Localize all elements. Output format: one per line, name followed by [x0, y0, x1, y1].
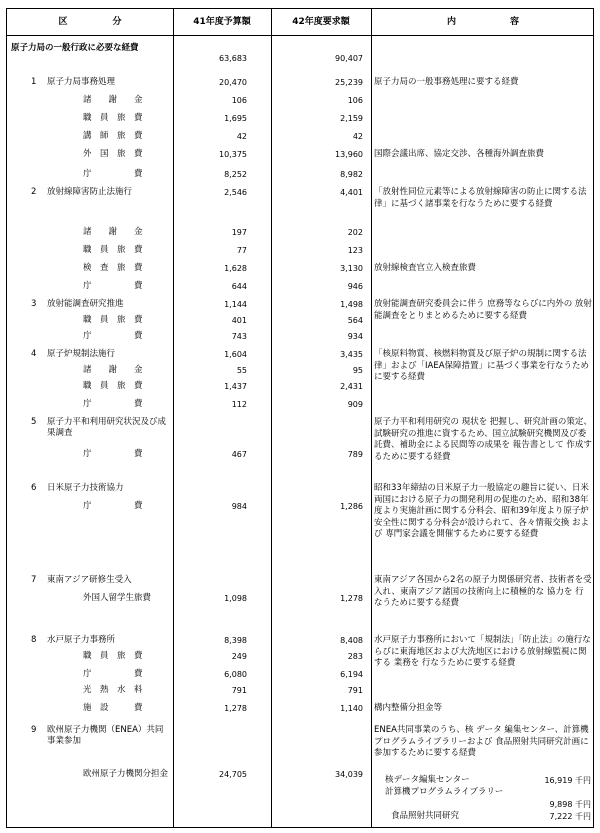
content-description: 原子力平和利用研究の 現状を 把握し、研究計画の策定、試験研究の推進に資するため、国立試験研究機関及び委託費、補助金による民間等の成果を 報告書として 作成するために要する経費	[374, 417, 592, 462]
budget-41-value: 1,098	[224, 594, 247, 603]
category-label: 原子力局事務処理	[47, 77, 116, 87]
contribution-name: 計算機プログラムライブラリー	[385, 787, 504, 797]
header-category: 区 分	[58, 17, 122, 27]
budget-table	[6, 8, 594, 828]
request-42-value: 90,407	[335, 54, 363, 63]
request-42-value: 34,039	[335, 770, 363, 779]
request-42-value: 1,286	[340, 502, 363, 511]
request-42-value: 946	[347, 282, 363, 291]
budget-41-value: 1,278	[224, 704, 247, 713]
row-number: 8	[31, 635, 37, 645]
budget-41-value: 6,080	[224, 670, 247, 679]
content-description: 放射能調査研究委員会に伴う 庶務等ならびに内外の 放射能調査をとりまとめるために要する経費	[374, 299, 592, 321]
request-42-value: 1,498	[340, 300, 363, 309]
expense-item-label: 講 師 旅 費	[83, 131, 143, 141]
request-42-value: 934	[347, 332, 363, 341]
expense-item-label: 庁 費	[83, 501, 143, 511]
request-42-value: 564	[347, 316, 363, 325]
request-42-value: 42	[352, 132, 363, 141]
content-description: 放射線検査官立入検査旅費	[374, 263, 477, 273]
budget-41-value: 984	[231, 502, 247, 511]
expense-item-label: 庁 費	[83, 281, 143, 291]
row-number: 1	[31, 77, 37, 87]
expense-item-label: 光 熱 水 料	[83, 685, 143, 695]
request-42-value: 6,194	[340, 670, 363, 679]
category-label: 放射能調査研究推進	[47, 299, 124, 309]
budget-41-value: 1,628	[224, 264, 247, 273]
row-number: 7	[31, 575, 37, 585]
budget-41-value: 112	[231, 400, 247, 409]
expense-item-label: 施 設 費	[83, 703, 143, 713]
budget-41-value: 106	[231, 96, 247, 105]
request-42-value: 3,130	[340, 264, 363, 273]
contribution-name: 食品照射共同研究	[391, 811, 460, 821]
budget-41-value: 644	[231, 282, 247, 291]
row-number: 9	[31, 725, 37, 735]
category-label: 日米原子力技術協力	[47, 483, 124, 493]
budget-41-value: 467	[231, 450, 247, 459]
content-description: ENEA共同事業のうち、核 データ 編集センター、計算機プログラムライブラリーおよび 食品照射共同研究計画に参加するために要する経費	[374, 725, 589, 758]
content-description: 構内整備分担金等	[374, 703, 443, 713]
request-42-value: 789	[347, 450, 363, 459]
content-description: 水戸原子力事務所において「規制法」「防止法」の施行ならびに東海地区および大洗地区における放射線監視に関する 業務を 行なうために要する経費	[374, 635, 591, 668]
content-description: 国際会議出席、協定交渉、各種海外調査旅費	[374, 149, 545, 159]
budget-41-value: 10,375	[219, 150, 247, 159]
expense-item-label: 庁 費	[83, 449, 143, 459]
header-divider	[7, 35, 593, 36]
request-42-value: 4,401	[340, 188, 363, 197]
expense-item-label: 職 員 旅 費	[83, 381, 143, 391]
request-42-value: 909	[347, 400, 363, 409]
expense-item-label: 諸 謝 金	[83, 227, 143, 237]
category-label: 放射線障害防止法施行	[47, 187, 133, 197]
request-42-value: 123	[347, 246, 363, 255]
category-label: 欧州原子力機関（ENEA）共同事業参加	[47, 725, 164, 746]
category-label: 原子力局の一般行政に必要な経費	[11, 43, 139, 53]
column-divider	[371, 9, 372, 827]
contribution-amount: 16,919 千円	[544, 776, 591, 785]
content-description: 「放射性同位元素等による放射線障害の防止に関する法律」に基づく諸事業を行なうために要する経費	[374, 187, 587, 209]
budget-41-value: 8,252	[224, 170, 247, 179]
expense-item-label: 諸 謝 金	[83, 365, 143, 375]
request-42-value: 8,408	[340, 636, 363, 645]
expense-item-label: 庁 費	[83, 169, 143, 179]
expense-item-label: 外国人留学生旅費	[83, 593, 152, 603]
budget-41-value: 42	[236, 132, 247, 141]
expense-item-label: 庁 費	[83, 669, 143, 679]
expense-item-label: 外 国 旅 費	[83, 149, 143, 159]
request-42-value: 202	[347, 228, 363, 237]
content-description: 原子力局の一般事務処理に要する経費	[374, 77, 519, 87]
header-content: 内 容	[446, 17, 519, 27]
content-description: 東南アジア各国から2名の原子力関係研究者、技術者を受入れ、東南アジア諸国の技術向上に積極的な 協力を 行なうために要する経費	[374, 575, 592, 608]
budget-41-value: 77	[236, 246, 247, 255]
content-description: 昭和33年締結の日米原子力一般協定の趣旨に従い、日米両国における原子力の開発利用の促進のため、昭和38年度より実施計画に関する分科会、昭和39年度より原子炉安全性に関する分科会が設けられて、各々情報交換 および 専門家会議を開催するために要する経費	[374, 483, 590, 539]
expense-item-label: 職 員 旅 費	[83, 113, 143, 123]
expense-item-label: 諸 謝 金	[83, 95, 143, 105]
category-label: 水戸原子力事務所	[47, 635, 116, 645]
request-42-value: 106	[347, 96, 363, 105]
row-number: 2	[31, 187, 37, 197]
contribution-name: 核データ編集センター	[385, 775, 470, 785]
row-number: 4	[31, 349, 37, 359]
expense-item-label: 職 員 旅 費	[83, 651, 143, 661]
request-42-value: 13,960	[335, 150, 363, 159]
row-number: 6	[31, 483, 37, 493]
expense-item-label: 庁 費	[83, 331, 143, 341]
budget-41-value: 743	[231, 332, 247, 341]
budget-41-value: 2,546	[224, 188, 247, 197]
budget-41-value: 20,470	[219, 78, 247, 87]
budget-41-value: 24,705	[219, 770, 247, 779]
expense-item-label: 職 員 旅 費	[83, 315, 143, 325]
expense-item-label: 庁 費	[83, 399, 143, 409]
budget-41-value: 63,683	[219, 54, 247, 63]
budget-41-value: 1,604	[224, 350, 247, 359]
request-42-value: 2,159	[340, 114, 363, 123]
request-42-value: 1,140	[340, 704, 363, 713]
expense-item-label: 欧州原子力機関分担金	[83, 769, 169, 779]
budget-41-value: 197	[231, 228, 247, 237]
budget-41-value: 791	[231, 686, 247, 695]
request-42-value: 283	[347, 652, 363, 661]
row-number: 3	[31, 299, 37, 309]
expense-item-label: 職 員 旅 費	[83, 245, 143, 255]
budget-41-value: 1,695	[224, 114, 247, 123]
budget-table-frame	[6, 8, 594, 828]
request-42-value: 95	[352, 366, 363, 375]
category-label: 原子炉規制法施行	[47, 349, 116, 359]
header-budget-41: 41年度予算額	[193, 17, 251, 27]
budget-41-value: 1,144	[224, 300, 247, 309]
request-42-value: 1,278	[340, 594, 363, 603]
budget-41-value: 8,398	[224, 636, 247, 645]
budget-41-value: 401	[231, 316, 247, 325]
budget-41-value: 55	[236, 366, 247, 375]
contribution-amount: 7,222 千円	[549, 812, 591, 821]
category-label: 東南アジア研修生受入	[47, 575, 132, 585]
row-number: 5	[31, 417, 37, 427]
contribution-amount: 9,898 千円	[549, 800, 591, 809]
request-42-value: 3,435	[340, 350, 363, 359]
header-request-42: 42年度要求額	[292, 17, 350, 27]
request-42-value: 2,431	[340, 382, 363, 391]
budget-41-value: 1,437	[224, 382, 247, 391]
budget-41-value: 249	[231, 652, 247, 661]
request-42-value: 8,982	[340, 170, 363, 179]
request-42-value: 791	[347, 686, 363, 695]
expense-item-label: 検 査 旅 費	[83, 263, 143, 273]
request-42-value: 25,239	[335, 78, 363, 87]
category-label: 原子力平和利用研究状況及び成果調査	[47, 417, 167, 438]
content-description: 「核原料物質、核燃料物質及び原子炉の規制に関する法律」および「IAEA保障措置」に基づく事業を行なうために要する経費	[374, 349, 590, 382]
